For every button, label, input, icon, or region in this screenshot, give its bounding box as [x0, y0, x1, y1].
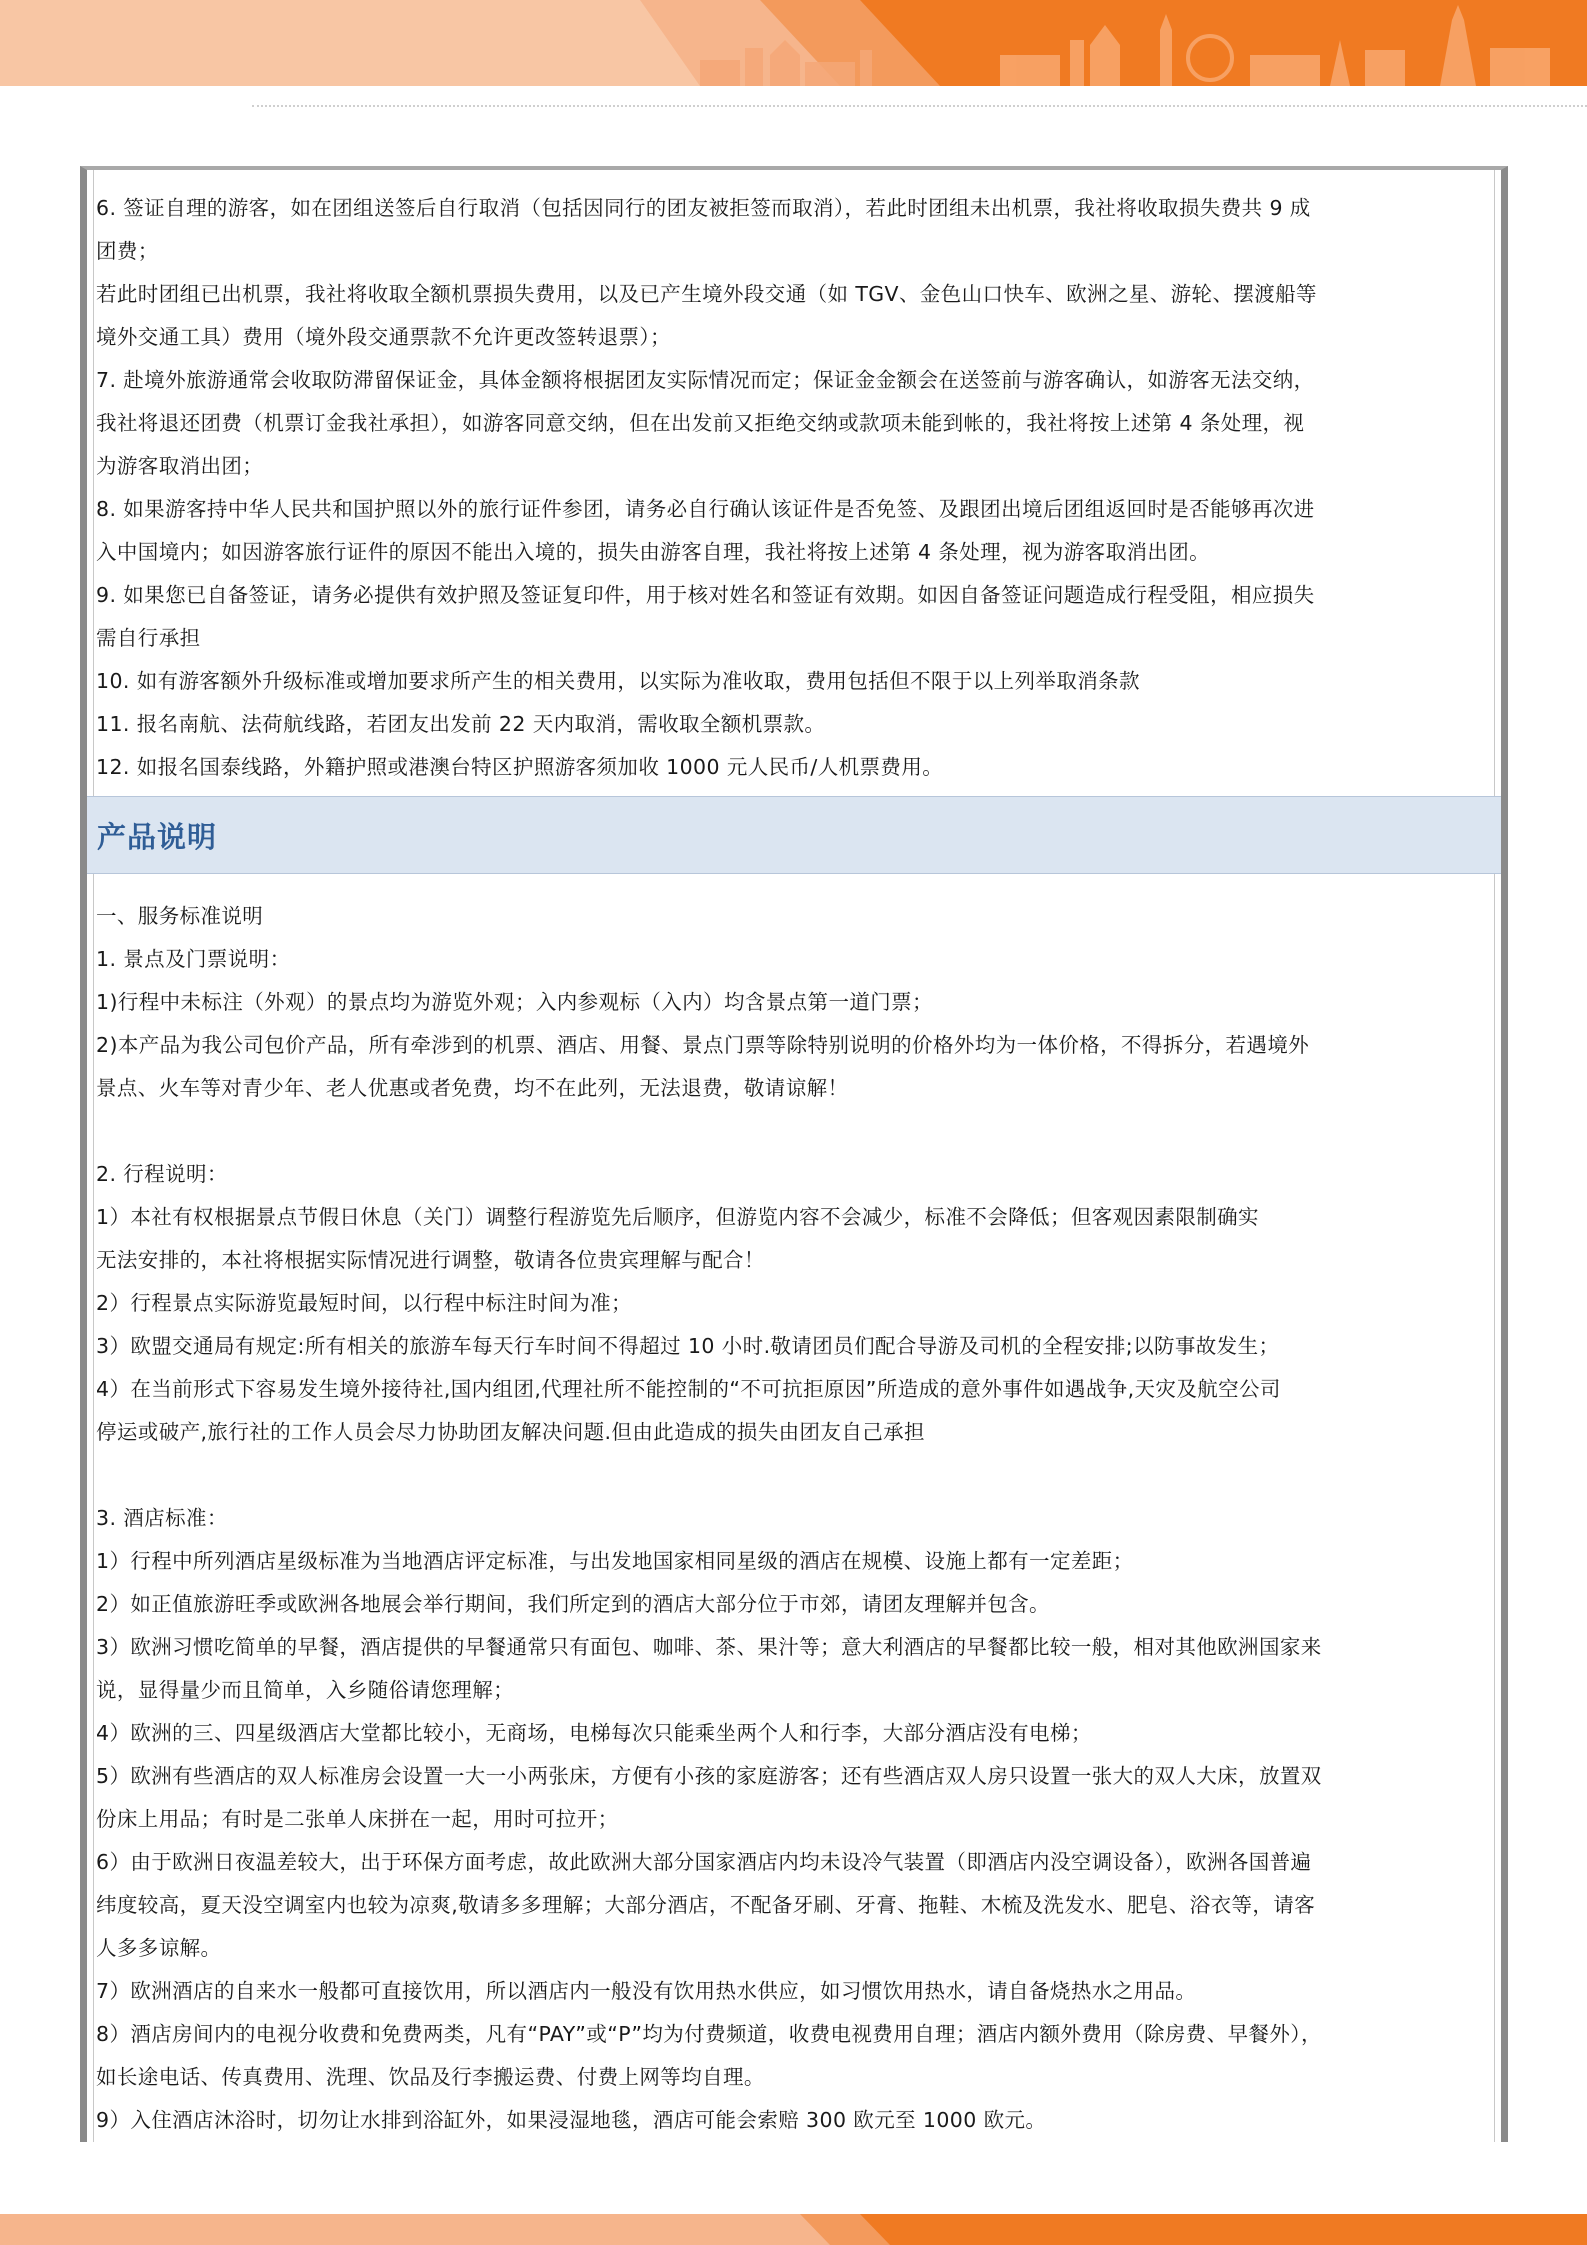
text-line: 6. 签证自理的游客，如在团组送签后自行取消（包括因同行的团友被拒签而取消），若此时团组未出机票，我社将收取损失费共 9 成 [96, 196, 1311, 220]
text-line: 团费； [96, 239, 159, 263]
text-line: 5）欧洲有些酒店的双人标准房会设置一大一小两张床，方便有小孩的家庭游客；还有些酒店双人房只设置一张大的双人大床，放置双 [96, 1764, 1322, 1788]
product-description [96, 895, 1490, 2142]
text-line: 入中国境内；如因游客旅行证件的原因不能出入境的，损失由游客自理，我社将按上述第 4 条处理，视为游客取消出团。 [96, 540, 1211, 564]
text-line: 3. 酒店标准： [96, 1506, 228, 1530]
text-line: 9. 如果您已自备签证，请务必提供有效护照及签证复印件，用于核对姓名和签证有效期。如因自备签证问题造成行程受阻，相应损失 [96, 583, 1315, 607]
text-line: 景点、火车等对青少年、老人优惠或者免费，均不在此列，无法退费，敬请谅解！ [96, 1076, 849, 1100]
text-line: 2. 行程说明： [96, 1162, 228, 1186]
text-line: 4）欧洲的三、四星级酒店大堂都比较小，无商场，电梯每次只能乘坐两个人和行李，大部分酒店没有电梯； [96, 1721, 1092, 1745]
text-line: 10. 如有游客额外升级标准或增加要求所产生的相关费用，以实际为准收取，费用包括但不限于以上列举取消条款 [96, 669, 1140, 693]
text-line: 7. 赴境外旅游通常会收取防滞留保证金，具体金额将根据团友实际情况而定；保证金金额会在送签前与游客确认，如游客无法交纳， [96, 368, 1315, 392]
text-line: 6）由于欧洲日夜温差较大，出于环保方面考虑，故此欧洲大部分国家酒店内均未设冷气装置（即酒店内没空调设备），欧洲各国普遍 [96, 1850, 1312, 1874]
text-line: 纬度较高，夏天没空调室内也较为凉爽,敬请多多理解；大部分酒店，不配备牙刷、牙膏、拖鞋、木梳及洗发水、肥皂、浴衣等，请客 [96, 1893, 1316, 1917]
text-line: 需自行承担 [96, 626, 201, 650]
text-line: 一、服务标准说明 [96, 904, 264, 928]
text-line: 1）本社有权根据景点节假日休息（关门）调整行程游览先后顺序，但游览内容不会减少，标准不会降低；但客观因素限制确实 [96, 1205, 1259, 1229]
text-line: 为游客取消出团； [96, 454, 264, 478]
text-line: 人多多谅解。 [96, 1936, 222, 1960]
blank-line [96, 1454, 1490, 1497]
text-line: 2）行程景点实际游览最短时间，以行程中标注时间为准； [96, 1291, 632, 1315]
text-line: 2）如正值旅游旺季或欧洲各地展会举行期间，我们所定到的酒店大部分位于市郊，请团友理解并包含。 [96, 1592, 1050, 1616]
text-line: 9）入住酒店沐浴时，切勿让水排到浴缸外，如果浸湿地毯，酒店可能会索赔 300 欧元至 1000 欧元。 [96, 2108, 1047, 2132]
text-line: 8）酒店房间内的电视分收费和免费两类，凡有“PAY”或“P”均为付费频道，收费电视费用自理；酒店内额外费用（除房费、早餐外）， [96, 2022, 1322, 2046]
text-line: 境外交通工具）费用（境外段交通票款不允许更改签转退票）； [96, 325, 671, 349]
blank-line [96, 1110, 1490, 1153]
section-header [87, 796, 1501, 874]
footer-banner [0, 2214, 1587, 2245]
text-line: 我社将退还团费（机票订金我社承担），如游客同意交纳，但在出发前又拒绝交纳或款项未能到帐的，我社将按上述第 4 条处理，视 [96, 411, 1305, 435]
text-line: 12. 如报名国泰线路，外籍护照或港澳台特区护照游客须加收 1000 元人民币/人机票费用。 [96, 755, 944, 779]
section-title: 产品说明 [97, 820, 218, 854]
text-line: 1）行程中所列酒店星级标准为当地酒店评定标准，与出发地国家相同星级的酒店在规模、设施上都有一定差距； [96, 1549, 1134, 1573]
cancellation-terms [96, 187, 1490, 789]
text-line: 4）在当前形式下容易发生境外接待社,国内组团,代理社所不能控制的“不可抗拒原因”所造成的意外事件如遇战争,天灾及航空公司 [96, 1377, 1281, 1401]
text-line: 7）欧洲酒店的自来水一般都可直接饮用，所以酒店内一般没有饮用热水供应，如习惯饮用热水，请自备烧热水之用品。 [96, 1979, 1197, 2003]
text-line: 无法安排的，本社将根据实际情况进行调整，敬请各位贵宾理解与配合！ [96, 1248, 765, 1272]
footer-stripe [0, 2214, 1587, 2245]
text-line: 11. 报名南航、法荷航线路，若团友出发前 22 天内取消，需收取全额机票款。 [96, 712, 826, 736]
text-line: 8. 如果游客持中华人民共和国护照以外的旅行证件参团，请务必自行确认该证件是否免签、及跟团出境后团组返回时是否能够再次进 [96, 497, 1315, 521]
text-line: 3）欧盟交通局有规定:所有相关的旅游车每天行车时间不得超过 10 小时.敬请团员们配合导游及司机的全程安排;以防事故发生； [96, 1334, 1280, 1358]
city-skyline-banner [0, 0, 1587, 86]
header-divider [252, 105, 1587, 107]
text-line: 若此时团组已出机票，我社将收取全额机票损失费用，以及已产生境外段交通（如 TGV、金色山口快车、欧洲之星、游轮、摆渡船等 [96, 282, 1317, 306]
text-line: 停运或破产,旅行社的工作人员会尽力协助团友解决问题.但由此造成的损失由团友自己承担 [96, 1420, 925, 1444]
text-line: 1. 景点及门票说明： [96, 947, 291, 971]
text-line: 1)行程中未标注（外观）的景点均为游览外观；入内参观标（入内）均含景点第一道门票； [96, 990, 933, 1014]
text-line: 份床上用品；有时是二张单人床拼在一起，用时可拉开； [96, 1807, 619, 1831]
text-line: 2)本产品为我公司包价产品，所有牵涉到的机票、酒店、用餐、景点门票等除特别说明的价格外均为一体价格，不得拆分，若遇境外 [96, 1033, 1310, 1057]
text-line: 3）欧洲习惯吃简单的早餐，酒店提供的早餐通常只有面包、咖啡、茶、果汁等；意大利酒店的早餐都比较一般，相对其他欧洲国家来 [96, 1635, 1322, 1659]
text-line: 说，显得量少而且简单，入乡随俗请您理解； [96, 1678, 514, 1702]
text-line: 如长途电话、传真费用、洗理、饮品及行李搬运费、付费上网等均自理。 [96, 2065, 765, 2089]
header-banner [0, 0, 1587, 86]
